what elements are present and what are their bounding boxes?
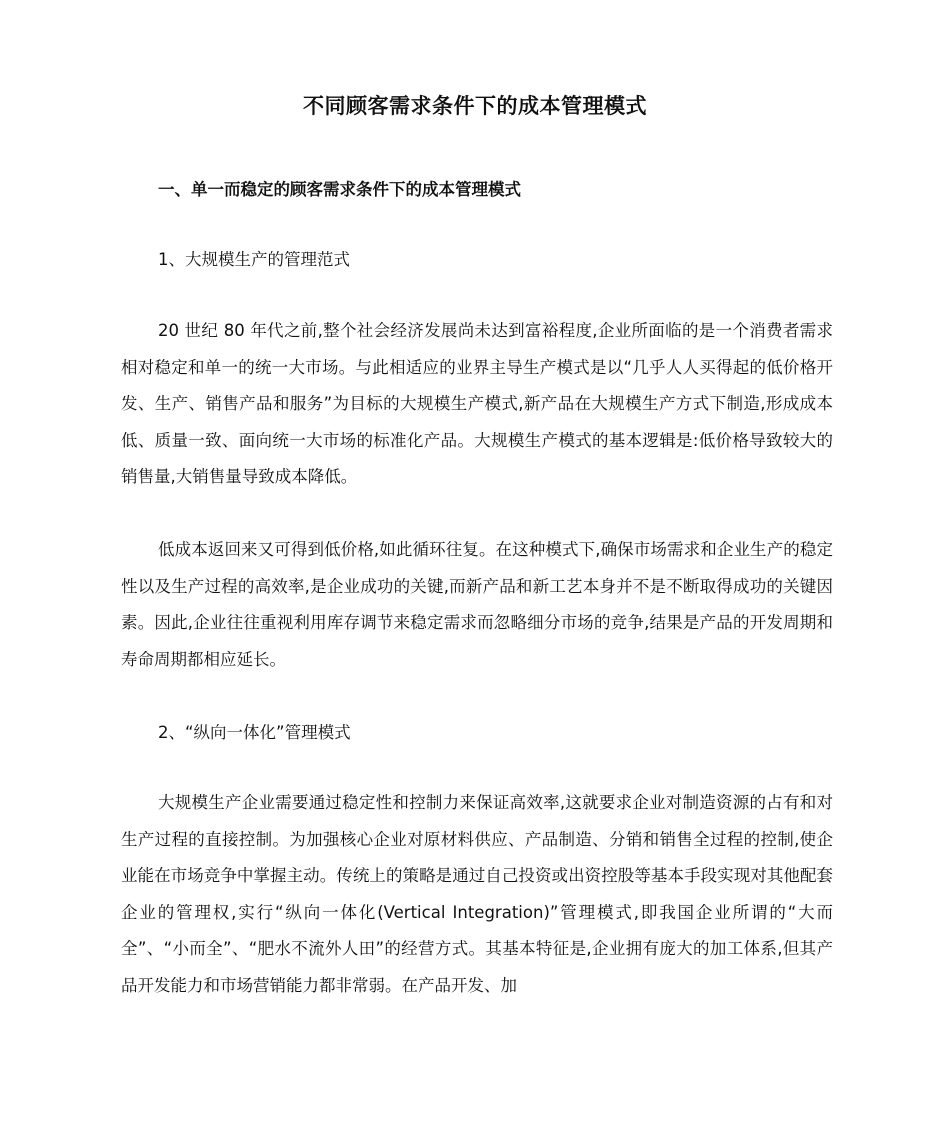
subsection-heading-2: 2、“纵向一体化”管理模式 bbox=[158, 723, 351, 742]
section-heading: 一、单一而稳定的顾客需求条件下的成本管理模式 bbox=[158, 180, 521, 199]
paragraph-2: 低成本返回来又可得到低价格,如此循环往复。在这种模式下,确保市场需求和企业生产的稳定性以及生产过程的高效率,是企业成功的关键,而新产品和新工艺本身并不是不断取得成功的关键因素。因此,企业往往重视利用库存调节来稳定需求而忽略细分市场的竞争,结果是产品的开发周期和寿命周期都相应延长。 bbox=[121, 540, 833, 669]
paragraph-1: 20 世纪 80 年代之前,整个社会经济发展尚未达到富裕程度,企业所面临的是一个消费者需求相对稳定和单一的统一大市场。与此相适应的业界主导生产模式是以“几乎人人买得起的低价格开发、生产、销售产品和服务”为目标的大规模生产模式,新产品在大规模生产方式下制造,形成成本低、质量一致、面向统一大市场的标准化产品。大规模生产模式的基本逻辑是:低价格导致较大的销售量,大销售量导致成本降低。 bbox=[121, 321, 833, 486]
subsection-heading-1: 1、大规模生产的管理范式 bbox=[158, 250, 350, 269]
paragraph-3: 大规模生产企业需要通过稳定性和控制力来保证高效率,这就要求企业对制造资源的占有和对生产过程的直接控制。为加强核心企业对原材料供应、产品制造、分销和销售全过程的控制,使企业能在市场竞争中掌握主动。传统上的策略是通过自己投资或出资控股等基本手段实现对其他配套企业的管理权,实行“纵向一体化(Vertical Integration)”管理模式,即我国企业所谓的“大而全”、“小而全”、“肥水不流外人田”的经营方式。其基本特征是,企业拥有庞大的加工体系,但其产品开发能力和市场营销能力都非常弱。在产品开发、加 bbox=[121, 793, 833, 995]
document-title: 不同顾客需求条件下的成本管理模式 bbox=[303, 94, 647, 118]
